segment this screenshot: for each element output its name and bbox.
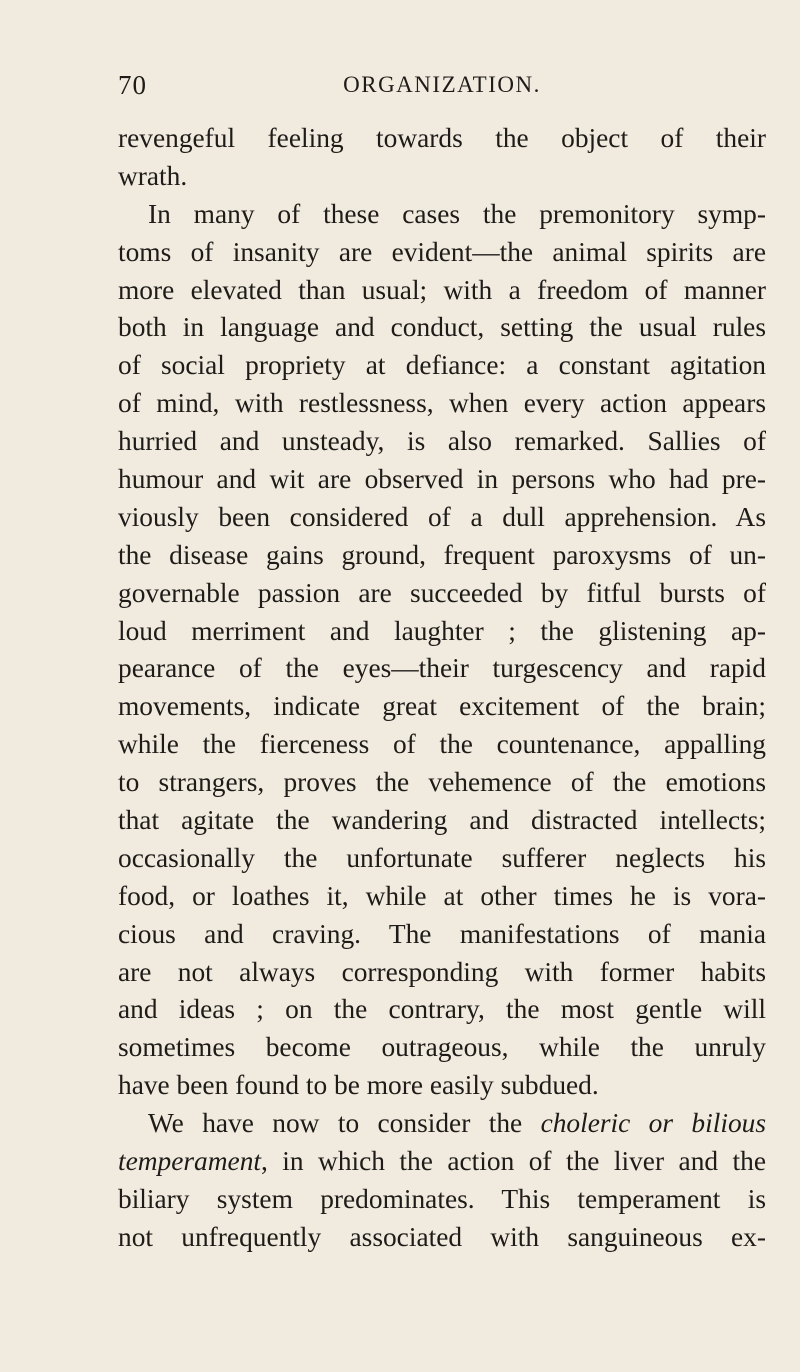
text-line: while the fierceness of the countenance, appalling — [118, 729, 766, 760]
text-line: that agitate the wandering and distracted intellects; — [118, 805, 766, 836]
text-line: the disease gains ground, frequent paroxysms of un- — [118, 539, 766, 570]
running-head — [118, 70, 766, 106]
text-line: not unfrequently associated with sanguineous ex- — [118, 1221, 766, 1252]
italic-term: choleric or bilious — [540, 1108, 766, 1139]
text-line: humour and wit are observed in persons who had pre- — [118, 464, 766, 495]
text-line: toms of insanity are evident—the animal spirits are — [118, 236, 766, 267]
text-line: cious and craving. The manifestations of mania — [118, 918, 766, 949]
text-run: We have now to consider the — [148, 1108, 541, 1139]
text-line: both in language and conduct, setting the usual rules — [118, 312, 766, 343]
text-line: pearance of the eyes—their turgescency and rapid — [118, 653, 766, 684]
text-line: biliary system predominates. This temperament is — [118, 1183, 766, 1214]
text-line: movements, indicate great excitement of the brain; — [118, 691, 766, 722]
text-line: of mind, with restlessness, when every action appears — [118, 388, 766, 419]
text-line: and ideas ; on the contrary, the most gentle will — [118, 994, 766, 1025]
text-line: more elevated than usual; with a freedom of manner — [118, 274, 766, 305]
text-line: of social propriety at defiance: a constant agitation — [118, 350, 766, 381]
text-run: , in which the action of the liver and the — [261, 1146, 766, 1177]
text-line: governable passion are succeeded by fitful bursts of — [118, 577, 766, 608]
text-line — [118, 1143, 766, 1181]
text-line: In many of these cases the premonitory symp- — [148, 198, 766, 229]
text-line: have been found to be more easily subdued. — [118, 1070, 599, 1101]
text-line: sometimes become outrageous, while the unruly — [118, 1032, 766, 1063]
text-line: occasionally the unfortunate sufferer neglects his — [118, 842, 766, 873]
text-line: viously been considered of a dull apprehension. As — [118, 501, 766, 532]
text-line: hurried and unsteady, is also remarked. Sallies of — [118, 426, 766, 457]
page-number: 70 — [118, 70, 147, 100]
running-title: ORGANIZATION. — [343, 72, 541, 97]
text-line: are not always corresponding with former habits — [118, 956, 766, 987]
text-line: food, or loathes it, while at other times he is vora- — [118, 880, 766, 911]
italic-term: temperament — [118, 1146, 261, 1177]
text-line — [118, 1105, 766, 1143]
text-line: wrath. — [118, 160, 188, 191]
text-line: to strangers, proves the vehemence of the emotions — [118, 767, 766, 798]
text-line: loud merriment and laughter ; the glistening ap- — [118, 615, 766, 646]
text-line: revengeful feeling towards the object of their — [118, 123, 766, 153]
body-text — [118, 120, 766, 1257]
